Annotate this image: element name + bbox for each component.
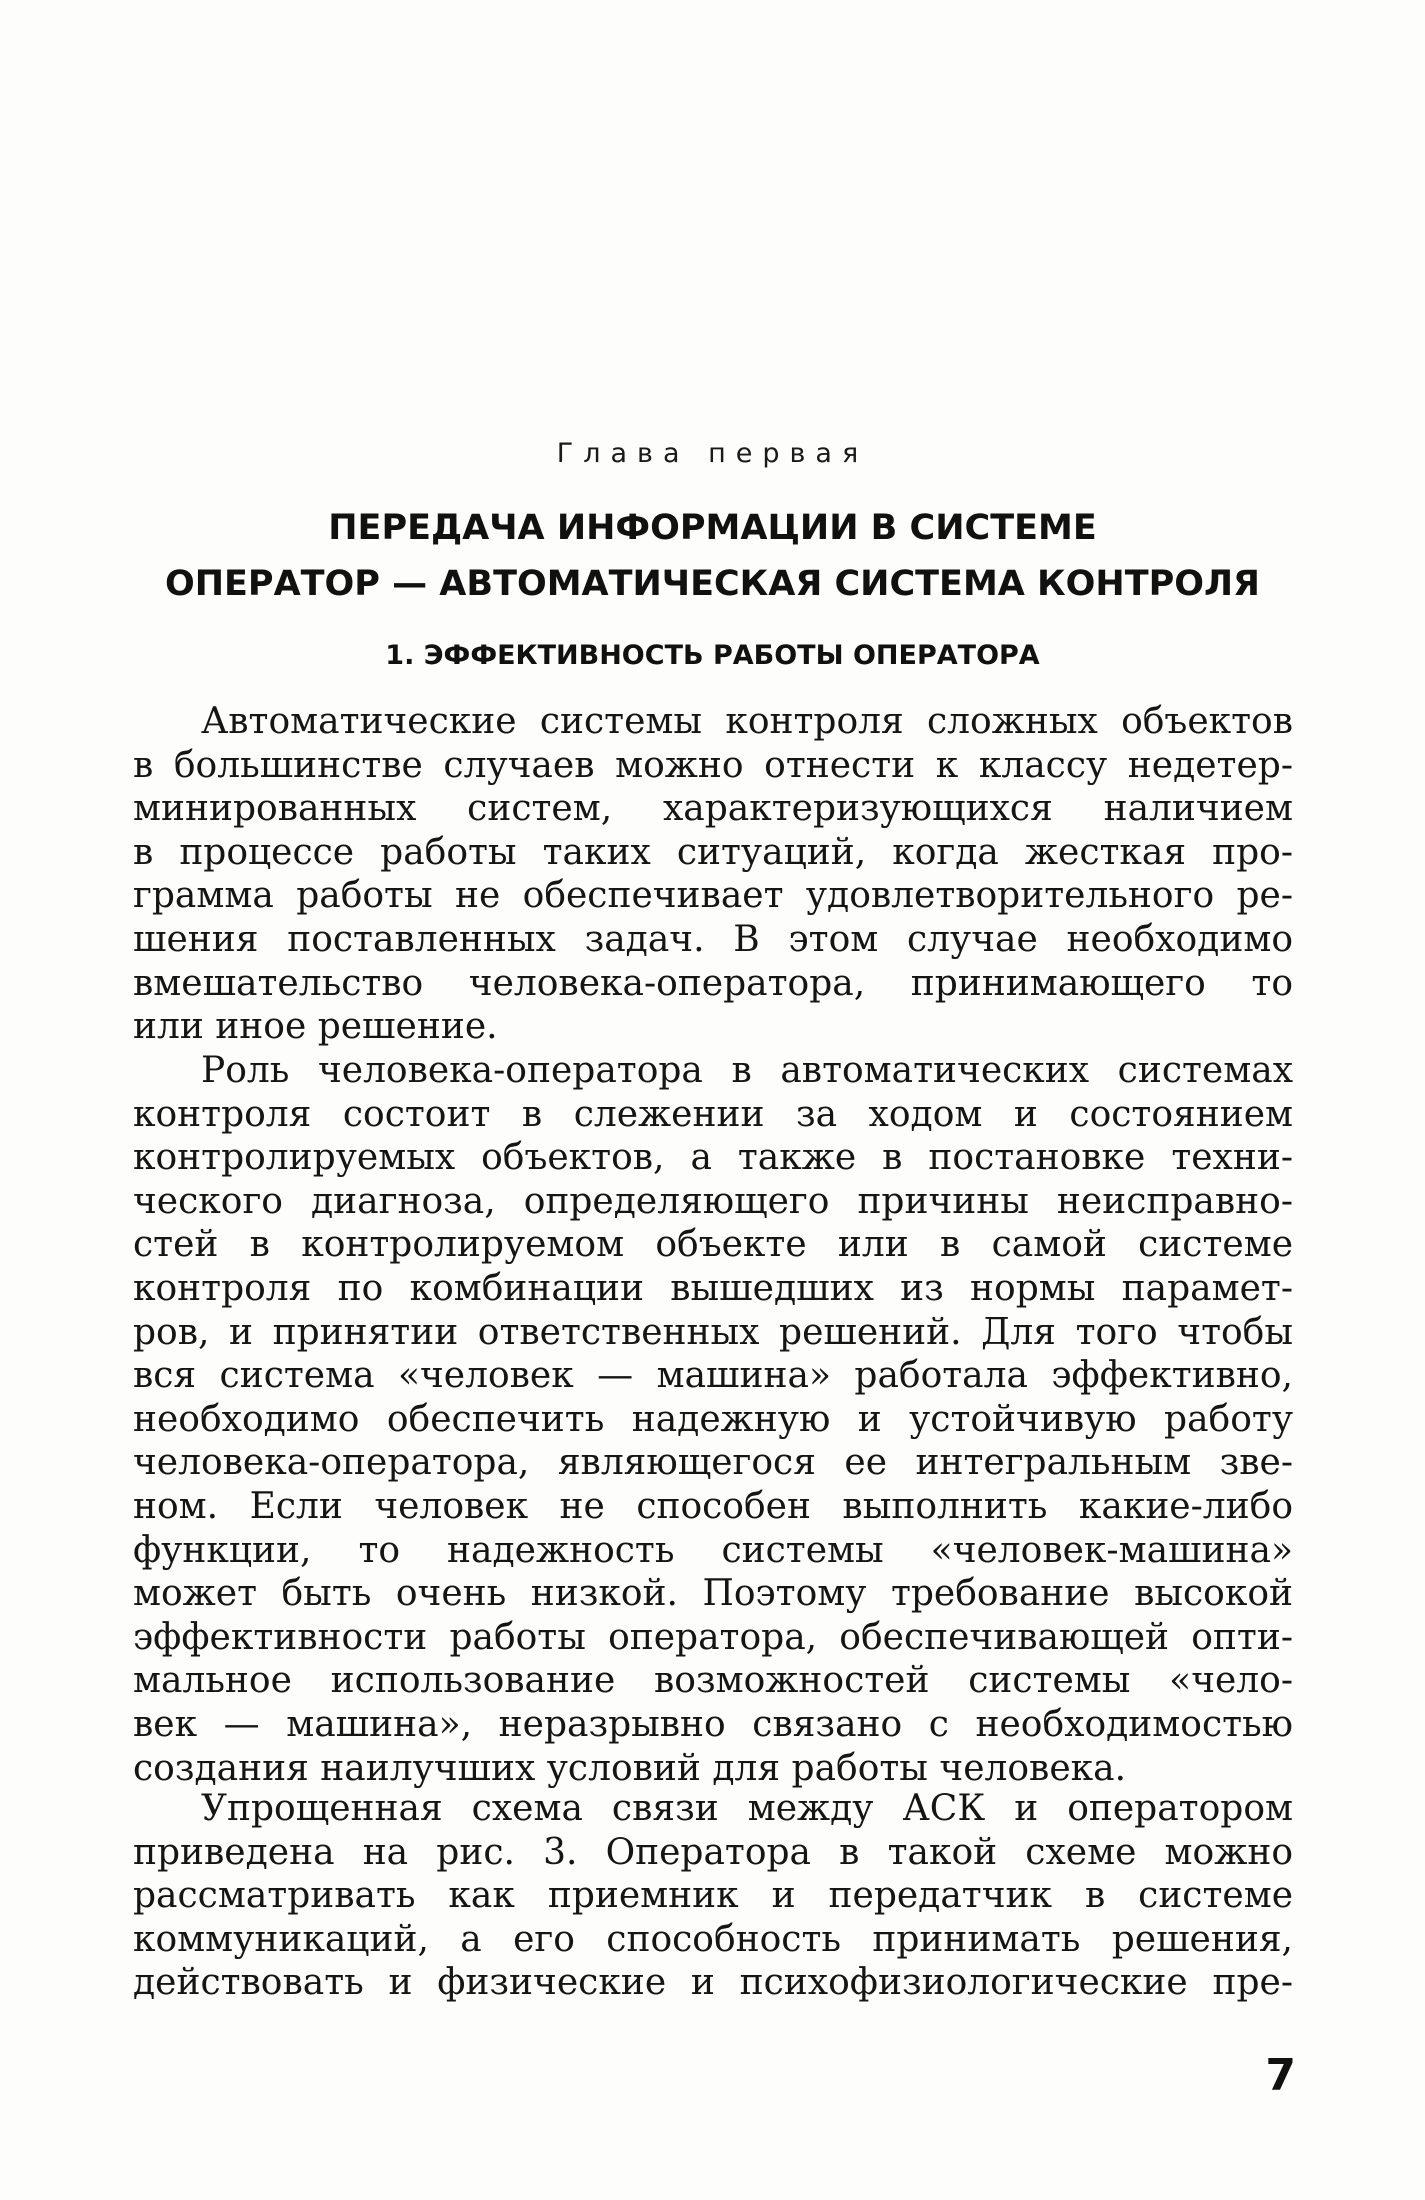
- text-line: вмешательство человека-оператора, принимающего то: [133, 962, 1293, 1004]
- text-line: действовать и физические и психофизиологические пре-: [133, 1962, 1293, 2004]
- chapter-label: Глава первая: [556, 438, 869, 469]
- paragraph-3: [133, 1787, 1293, 2005]
- text-line: коммуникаций, а его способность принимать решения,: [133, 1918, 1293, 1960]
- text-line: человека-оператора, являющегося ее интегральным зве-: [133, 1442, 1293, 1484]
- paragraph-1: [133, 700, 1293, 1049]
- text-line: Автоматические системы контроля сложных объектов: [201, 701, 1293, 742]
- text-line: может быть очень низкой. Поэтому требование высокой: [133, 1573, 1293, 1615]
- section-title: 1. ЭФФЕКТИВНОСТЬ РАБОТЫ ОПЕРАТОРА: [385, 640, 1040, 671]
- chapter-title: [120, 500, 1305, 612]
- text-line: стей в контролируемом объекте или в самой системе: [133, 1224, 1293, 1266]
- text-line: рассматривать как приемник и передатчик в системе: [133, 1875, 1293, 1917]
- text-line: Роль человека-оператора в автоматических системах: [201, 1050, 1293, 1091]
- chapter-title-line-1: ПЕРЕДАЧА ИНФОРМАЦИИ В СИСТЕМЕ: [328, 508, 1097, 548]
- text-line: эффективности работы оператора, обеспечивающей опти-: [133, 1616, 1293, 1658]
- text-line: шения поставленных задач. В этом случае необходимо: [133, 918, 1293, 960]
- text-line: грамма работы не обеспечивает удовлетворительного ре-: [133, 875, 1293, 917]
- text-line: создания наилучших условий для работы человека.: [133, 1747, 1127, 1789]
- text-line: Упрощенная схема связи между АСК и оператором: [201, 1788, 1293, 1829]
- text-line: ров, и принятии ответственных решений. Для того чтобы: [133, 1311, 1293, 1353]
- chapter-title-line-2: ОПЕРАТОР — АВТОМАТИЧЕСКАЯ СИСТЕМА КОНТРОЛЯ: [164, 564, 1261, 604]
- paragraph-2: [133, 1049, 1293, 1790]
- text-line: ном. Если человек не способен выполнить какие-либо: [133, 1485, 1293, 1527]
- text-line: контролируемых объектов, а также в постановке техни-: [133, 1137, 1293, 1179]
- text-line: ческого диагноза, определяющего причины неисправно-: [133, 1180, 1293, 1222]
- text-line: или иное решение.: [133, 1006, 498, 1048]
- text-line: контроля по комбинации вышедших из нормы парамет-: [133, 1267, 1293, 1309]
- text-line: вся система «человек — машина» работала эффективно,: [133, 1355, 1293, 1397]
- text-line: минированных систем, характеризующихся наличием: [133, 788, 1293, 830]
- text-line: мальное использование возможностей системы «чело-: [133, 1660, 1293, 1702]
- text-line: в процессе работы таких ситуаций, когда жесткая про-: [133, 831, 1293, 873]
- text-line: функции, то надежность системы «человек-машина»: [133, 1529, 1293, 1571]
- text-line: век — машина», неразрывно связано с необходимостью: [133, 1703, 1293, 1745]
- text-line: приведена на рис. 3. Оператора в такой схеме можно: [133, 1831, 1293, 1873]
- text-line: в большинстве случаев можно отнести к классу недетер-: [133, 744, 1293, 786]
- page-number: 7: [1265, 2050, 1296, 2101]
- text-line: необходимо обеспечить надежную и устойчивую работу: [133, 1398, 1293, 1440]
- text-line: контроля состоит в слежении за ходом и состоянием: [133, 1093, 1293, 1135]
